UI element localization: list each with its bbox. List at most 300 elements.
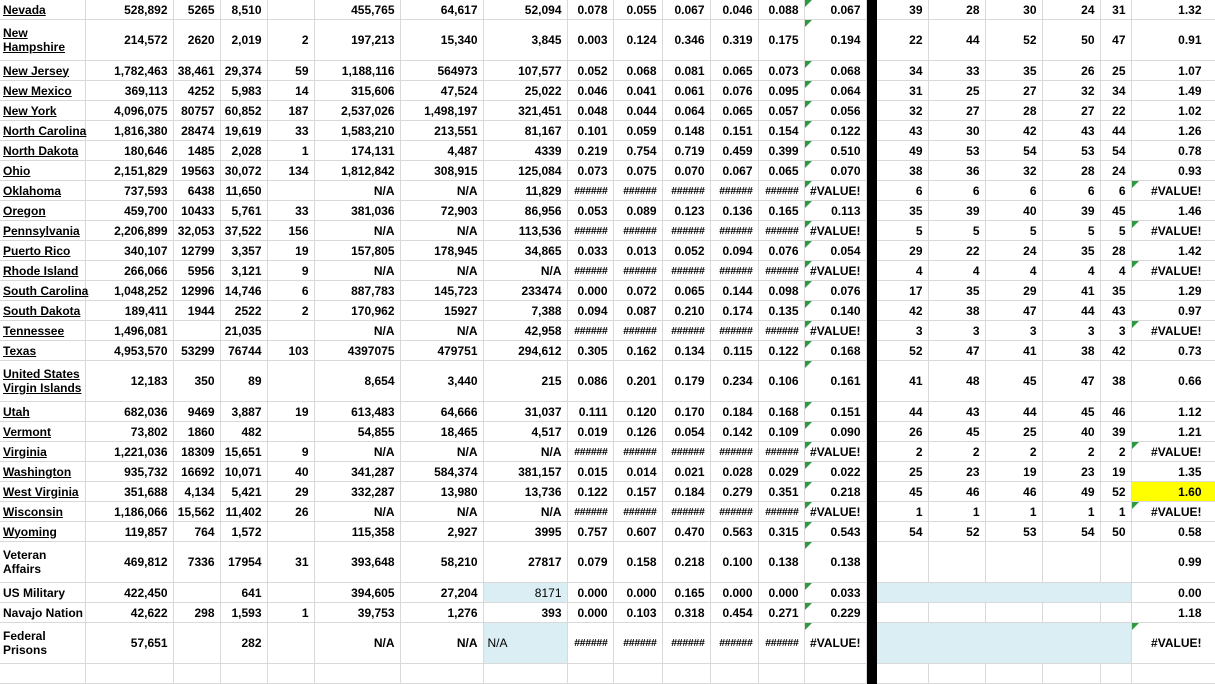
cell-d3-row4[interactable]: 0.064 — [662, 101, 710, 121]
cell-h-row28[interactable]: N/A — [483, 623, 567, 664]
cell-r1-row6[interactable]: 49 — [877, 141, 928, 161]
state-link[interactable]: Oregon — [3, 203, 46, 218]
cell-d2-row5[interactable]: 0.059 — [613, 121, 662, 141]
cell-d5-row9[interactable]: 0.165 — [758, 201, 804, 221]
cell-r5-row19[interactable]: 39 — [1100, 422, 1131, 442]
cell-d3-row25[interactable]: 0.218 — [662, 542, 710, 583]
cell-e-row6[interactable]: 1 — [267, 141, 314, 161]
cell-final-row9[interactable]: 1.46 — [1131, 201, 1215, 221]
state-link[interactable]: New Jersey — [3, 63, 70, 78]
cell-r3-row15[interactable]: 3 — [985, 321, 1042, 341]
cell-r4-row19[interactable]: 40 — [1042, 422, 1100, 442]
state-link[interactable]: Wyoming — [3, 524, 57, 539]
cell-g-row0[interactable]: 64,617 — [400, 0, 483, 20]
cell-avg-row17[interactable]: 0.161 — [804, 361, 866, 402]
cell-final-row22[interactable]: 1.60 — [1131, 482, 1215, 502]
cell-d-row21[interactable]: 10,071 — [220, 462, 267, 482]
cell-c-row11[interactable]: 12799 — [173, 241, 220, 261]
cell-r1-row15[interactable]: 3 — [877, 321, 928, 341]
cell-r2-row9[interactable]: 39 — [928, 201, 985, 221]
cell-r1-row4[interactable]: 32 — [877, 101, 928, 121]
cell-d4-row28[interactable]: ###### — [710, 623, 758, 664]
cell-d1-row0[interactable]: 0.078 — [567, 0, 613, 20]
cell-r3-row9[interactable]: 40 — [985, 201, 1042, 221]
cell-d3-row13[interactable]: 0.065 — [662, 281, 710, 301]
cell-r4-row7[interactable]: 28 — [1042, 161, 1100, 181]
cell-d1-row25[interactable]: 0.079 — [567, 542, 613, 583]
cell-h-row26[interactable]: 8171 — [483, 583, 567, 603]
cell-r4-row23[interactable]: 1 — [1042, 502, 1100, 522]
cell-r1-row21[interactable]: 25 — [877, 462, 928, 482]
cell-f-row3[interactable]: 315,606 — [314, 81, 400, 101]
cell-b-row28[interactable]: 57,651 — [85, 623, 173, 664]
cell-r5-row10[interactable]: 5 — [1100, 221, 1131, 241]
cell-d-row20[interactable]: 15,651 — [220, 442, 267, 462]
cell-d4-row19[interactable]: 0.142 — [710, 422, 758, 442]
cell-d-row19[interactable]: 482 — [220, 422, 267, 442]
cell-c-row16[interactable]: 53299 — [173, 341, 220, 361]
cell-d5-row15[interactable]: ###### — [758, 321, 804, 341]
cell-h-row1[interactable]: 3,845 — [483, 20, 567, 61]
cell-r5-row18[interactable]: 46 — [1100, 402, 1131, 422]
cell-h-row12[interactable]: N/A — [483, 261, 567, 281]
cell-h-row8[interactable]: 11,829 — [483, 181, 567, 201]
cell-r5-row27[interactable] — [1100, 603, 1131, 623]
cell-f-row0[interactable]: 455,765 — [314, 0, 400, 20]
cell-r5-row16[interactable]: 42 — [1100, 341, 1131, 361]
cell-r3-row7[interactable]: 32 — [985, 161, 1042, 181]
cell-b-row26[interactable]: 422,450 — [85, 583, 173, 603]
cell-b-row10[interactable]: 2,206,899 — [85, 221, 173, 241]
cell-d2-row6[interactable]: 0.754 — [613, 141, 662, 161]
cell-avg-row3[interactable]: 0.064 — [804, 81, 866, 101]
cell-r2-row23[interactable]: 1 — [928, 502, 985, 522]
cell-f-row26[interactable]: 394,605 — [314, 583, 400, 603]
cell-d1-row5[interactable]: 0.101 — [567, 121, 613, 141]
cell-c-row17[interactable]: 350 — [173, 361, 220, 402]
cell-d4-row12[interactable]: ###### — [710, 261, 758, 281]
cell-e-row23[interactable]: 26 — [267, 502, 314, 522]
cell-final-row4[interactable]: 1.02 — [1131, 101, 1215, 121]
row-label-cell[interactable] — [0, 261, 85, 281]
cell-r5-row20[interactable]: 2 — [1100, 442, 1131, 462]
cell-b-row24[interactable]: 119,857 — [85, 522, 173, 542]
cell-b-row4[interactable]: 4,096,075 — [85, 101, 173, 121]
cell-d5-row11[interactable]: 0.076 — [758, 241, 804, 261]
cell-d5-row20[interactable]: ###### — [758, 442, 804, 462]
cell-b-row16[interactable]: 4,953,570 — [85, 341, 173, 361]
cell-d5-row21[interactable]: 0.029 — [758, 462, 804, 482]
cell-g-row27[interactable]: 1,276 — [400, 603, 483, 623]
cell-empty[interactable] — [662, 664, 710, 684]
cell-r1-row26[interactable] — [877, 583, 928, 603]
cell-d2-row1[interactable]: 0.124 — [613, 20, 662, 61]
state-link[interactable]: Tennessee — [3, 323, 65, 338]
cell-c-row7[interactable]: 19563 — [173, 161, 220, 181]
cell-c-row27[interactable]: 298 — [173, 603, 220, 623]
cell-empty[interactable] — [1131, 664, 1215, 684]
cell-c-row15[interactable] — [173, 321, 220, 341]
cell-r5-row26[interactable] — [1100, 583, 1131, 603]
cell-b-row2[interactable]: 1,782,463 — [85, 61, 173, 81]
cell-final-row11[interactable]: 1.42 — [1131, 241, 1215, 261]
cell-d4-row9[interactable]: 0.136 — [710, 201, 758, 221]
cell-d3-row0[interactable]: 0.067 — [662, 0, 710, 20]
cell-h-row7[interactable]: 125,084 — [483, 161, 567, 181]
cell-avg-row12[interactable]: #VALUE! — [804, 261, 866, 281]
cell-f-row21[interactable]: 341,287 — [314, 462, 400, 482]
cell-h-row5[interactable]: 81,167 — [483, 121, 567, 141]
cell-g-row23[interactable]: N/A — [400, 502, 483, 522]
cell-r5-row28[interactable] — [1100, 623, 1131, 664]
cell-d-row24[interactable]: 1,572 — [220, 522, 267, 542]
cell-r3-row28[interactable] — [985, 623, 1042, 664]
cell-d2-row13[interactable]: 0.072 — [613, 281, 662, 301]
cell-b-row1[interactable]: 214,572 — [85, 20, 173, 61]
cell-d2-row24[interactable]: 0.607 — [613, 522, 662, 542]
cell-r5-row25[interactable] — [1100, 542, 1131, 583]
cell-r2-row15[interactable]: 3 — [928, 321, 985, 341]
cell-avg-row27[interactable]: 0.229 — [804, 603, 866, 623]
cell-d2-row16[interactable]: 0.162 — [613, 341, 662, 361]
cell-g-row19[interactable]: 18,465 — [400, 422, 483, 442]
cell-final-row24[interactable]: 0.58 — [1131, 522, 1215, 542]
row-label-cell[interactable] — [0, 422, 85, 442]
cell-d4-row4[interactable]: 0.065 — [710, 101, 758, 121]
cell-d1-row12[interactable]: ###### — [567, 261, 613, 281]
cell-d3-row28[interactable]: ###### — [662, 623, 710, 664]
cell-r2-row11[interactable]: 22 — [928, 241, 985, 261]
row-label-cell[interactable] — [0, 301, 85, 321]
cell-r5-row5[interactable]: 44 — [1100, 121, 1131, 141]
cell-d3-row11[interactable]: 0.052 — [662, 241, 710, 261]
state-link[interactable]: United States — [3, 367, 80, 381]
cell-g-row14[interactable]: 15927 — [400, 301, 483, 321]
cell-d5-row5[interactable]: 0.154 — [758, 121, 804, 141]
row-label-cell[interactable] — [0, 181, 85, 201]
cell-f-row28[interactable]: N/A — [314, 623, 400, 664]
row-label-cell[interactable] — [0, 402, 85, 422]
cell-r3-row25[interactable] — [985, 542, 1042, 583]
cell-r3-row5[interactable]: 42 — [985, 121, 1042, 141]
cell-g-row26[interactable]: 27,204 — [400, 583, 483, 603]
cell-d2-row27[interactable]: 0.103 — [613, 603, 662, 623]
cell-r1-row19[interactable]: 26 — [877, 422, 928, 442]
cell-final-row10[interactable]: #VALUE! — [1131, 221, 1215, 241]
cell-g-row1[interactable]: 15,340 — [400, 20, 483, 61]
cell-f-row10[interactable]: N/A — [314, 221, 400, 241]
cell-final-row17[interactable]: 0.66 — [1131, 361, 1215, 402]
cell-r3-row20[interactable]: 2 — [985, 442, 1042, 462]
cell-r5-row23[interactable]: 1 — [1100, 502, 1131, 522]
row-label-cell[interactable] — [0, 141, 85, 161]
cell-f-row8[interactable]: N/A — [314, 181, 400, 201]
cell-r4-row14[interactable]: 44 — [1042, 301, 1100, 321]
cell-r3-row3[interactable]: 27 — [985, 81, 1042, 101]
cell-r1-row1[interactable]: 22 — [877, 20, 928, 61]
cell-d1-row8[interactable]: ###### — [567, 181, 613, 201]
cell-d-row15[interactable]: 21,035 — [220, 321, 267, 341]
cell-h-row0[interactable]: 52,094 — [483, 0, 567, 20]
cell-empty[interactable] — [710, 664, 758, 684]
cell-d1-row11[interactable]: 0.033 — [567, 241, 613, 261]
cell-empty[interactable] — [928, 664, 985, 684]
cell-e-row17[interactable] — [267, 361, 314, 402]
cell-d3-row16[interactable]: 0.134 — [662, 341, 710, 361]
cell-f-row16[interactable]: 4397075 — [314, 341, 400, 361]
cell-r2-row4[interactable]: 27 — [928, 101, 985, 121]
row-label-cell[interactable] — [0, 482, 85, 502]
state-link[interactable]: South Dakota — [3, 303, 81, 318]
cell-d4-row16[interactable]: 0.115 — [710, 341, 758, 361]
cell-r3-row16[interactable]: 41 — [985, 341, 1042, 361]
row-label-cell[interactable] — [0, 241, 85, 261]
cell-empty[interactable] — [1042, 664, 1100, 684]
cell-d3-row14[interactable]: 0.210 — [662, 301, 710, 321]
cell-d-row11[interactable]: 3,357 — [220, 241, 267, 261]
cell-d2-row26[interactable]: 0.000 — [613, 583, 662, 603]
cell-final-row5[interactable]: 1.26 — [1131, 121, 1215, 141]
cell-c-row3[interactable]: 4252 — [173, 81, 220, 101]
cell-g-row11[interactable]: 178,945 — [400, 241, 483, 261]
cell-d5-row14[interactable]: 0.135 — [758, 301, 804, 321]
cell-d4-row10[interactable]: ###### — [710, 221, 758, 241]
cell-f-row5[interactable]: 1,583,210 — [314, 121, 400, 141]
cell-final-row3[interactable]: 1.49 — [1131, 81, 1215, 101]
cell-g-row2[interactable]: 564973 — [400, 61, 483, 81]
cell-empty[interactable] — [85, 664, 173, 684]
cell-d4-row6[interactable]: 0.459 — [710, 141, 758, 161]
cell-r5-row15[interactable]: 3 — [1100, 321, 1131, 341]
cell-d-row4[interactable]: 60,852 — [220, 101, 267, 121]
cell-avg-row1[interactable]: 0.194 — [804, 20, 866, 61]
cell-d2-row15[interactable]: ###### — [613, 321, 662, 341]
cell-b-row27[interactable]: 42,622 — [85, 603, 173, 623]
cell-final-row7[interactable]: 0.93 — [1131, 161, 1215, 181]
cell-d3-row24[interactable]: 0.470 — [662, 522, 710, 542]
cell-c-row25[interactable]: 7336 — [173, 542, 220, 583]
cell-r1-row14[interactable]: 42 — [877, 301, 928, 321]
cell-d-row5[interactable]: 19,619 — [220, 121, 267, 141]
cell-avg-row15[interactable]: #VALUE! — [804, 321, 866, 341]
cell-d4-row14[interactable]: 0.174 — [710, 301, 758, 321]
cell-c-row26[interactable] — [173, 583, 220, 603]
cell-h-row11[interactable]: 34,865 — [483, 241, 567, 261]
cell-c-row6[interactable]: 1485 — [173, 141, 220, 161]
cell-final-row20[interactable]: #VALUE! — [1131, 442, 1215, 462]
cell-d-row1[interactable]: 2,019 — [220, 20, 267, 61]
cell-r2-row27[interactable] — [928, 603, 985, 623]
cell-d2-row4[interactable]: 0.044 — [613, 101, 662, 121]
cell-avg-row9[interactable]: 0.113 — [804, 201, 866, 221]
cell-c-row5[interactable]: 28474 — [173, 121, 220, 141]
cell-d2-row3[interactable]: 0.041 — [613, 81, 662, 101]
cell-final-row8[interactable]: #VALUE! — [1131, 181, 1215, 201]
cell-d1-row9[interactable]: 0.053 — [567, 201, 613, 221]
cell-g-row7[interactable]: 308,915 — [400, 161, 483, 181]
cell-avg-row11[interactable]: 0.054 — [804, 241, 866, 261]
cell-r5-row4[interactable]: 22 — [1100, 101, 1131, 121]
cell-d3-row17[interactable]: 0.179 — [662, 361, 710, 402]
cell-h-row14[interactable]: 7,388 — [483, 301, 567, 321]
cell-r3-row0[interactable]: 30 — [985, 0, 1042, 20]
cell-r1-row23[interactable]: 1 — [877, 502, 928, 522]
cell-r4-row9[interactable]: 39 — [1042, 201, 1100, 221]
cell-d4-row3[interactable]: 0.076 — [710, 81, 758, 101]
cell-d5-row19[interactable]: 0.109 — [758, 422, 804, 442]
cell-empty[interactable] — [804, 664, 866, 684]
cell-d1-row3[interactable]: 0.046 — [567, 81, 613, 101]
cell-r4-row15[interactable]: 3 — [1042, 321, 1100, 341]
cell-r2-row28[interactable] — [928, 623, 985, 664]
cell-d-row18[interactable]: 3,887 — [220, 402, 267, 422]
cell-final-row12[interactable]: #VALUE! — [1131, 261, 1215, 281]
cell-d5-row13[interactable]: 0.098 — [758, 281, 804, 301]
cell-empty[interactable] — [758, 664, 804, 684]
cell-r5-row12[interactable]: 4 — [1100, 261, 1131, 281]
cell-g-row5[interactable]: 213,551 — [400, 121, 483, 141]
cell-d-row25[interactable]: 17954 — [220, 542, 267, 583]
cell-c-row1[interactable]: 2620 — [173, 20, 220, 61]
cell-d-row7[interactable]: 30,072 — [220, 161, 267, 181]
cell-d-row10[interactable]: 37,522 — [220, 221, 267, 241]
cell-r3-row14[interactable]: 47 — [985, 301, 1042, 321]
cell-r4-row20[interactable]: 2 — [1042, 442, 1100, 462]
row-label-cell[interactable] — [0, 321, 85, 341]
cell-d-row27[interactable]: 1,593 — [220, 603, 267, 623]
cell-r3-row18[interactable]: 44 — [985, 402, 1042, 422]
cell-d1-row4[interactable]: 0.048 — [567, 101, 613, 121]
cell-d4-row0[interactable]: 0.046 — [710, 0, 758, 20]
cell-d5-row27[interactable]: 0.271 — [758, 603, 804, 623]
cell-d1-row10[interactable]: ###### — [567, 221, 613, 241]
cell-r1-row22[interactable]: 45 — [877, 482, 928, 502]
cell-d-row23[interactable]: 11,402 — [220, 502, 267, 522]
cell-d5-row17[interactable]: 0.106 — [758, 361, 804, 402]
cell-empty[interactable] — [613, 664, 662, 684]
cell-d1-row14[interactable]: 0.094 — [567, 301, 613, 321]
cell-r5-row0[interactable]: 31 — [1100, 0, 1131, 20]
cell-final-row21[interactable]: 1.35 — [1131, 462, 1215, 482]
cell-r3-row4[interactable]: 28 — [985, 101, 1042, 121]
cell-d2-row21[interactable]: 0.014 — [613, 462, 662, 482]
state-link[interactable]: New Mexico — [3, 83, 72, 98]
cell-d1-row20[interactable]: ###### — [567, 442, 613, 462]
state-link[interactable]: North Carolina — [3, 123, 87, 138]
cell-final-row16[interactable]: 0.73 — [1131, 341, 1215, 361]
cell-r2-row22[interactable]: 46 — [928, 482, 985, 502]
cell-avg-row2[interactable]: 0.068 — [804, 61, 866, 81]
cell-r3-row27[interactable] — [985, 603, 1042, 623]
cell-d4-row2[interactable]: 0.065 — [710, 61, 758, 81]
cell-h-row18[interactable]: 31,037 — [483, 402, 567, 422]
cell-f-row18[interactable]: 613,483 — [314, 402, 400, 422]
cell-e-row4[interactable]: 187 — [267, 101, 314, 121]
cell-d2-row8[interactable]: ###### — [613, 181, 662, 201]
cell-empty[interactable] — [173, 664, 220, 684]
cell-empty[interactable] — [567, 664, 613, 684]
cell-r2-row16[interactable]: 47 — [928, 341, 985, 361]
cell-d-row6[interactable]: 2,028 — [220, 141, 267, 161]
cell-r5-row7[interactable]: 24 — [1100, 161, 1131, 181]
cell-r2-row0[interactable]: 28 — [928, 0, 985, 20]
cell-d1-row16[interactable]: 0.305 — [567, 341, 613, 361]
row-label-cell[interactable] — [0, 583, 85, 603]
cell-g-row3[interactable]: 47,524 — [400, 81, 483, 101]
cell-d-row16[interactable]: 76744 — [220, 341, 267, 361]
cell-f-row11[interactable]: 157,805 — [314, 241, 400, 261]
cell-e-row11[interactable]: 19 — [267, 241, 314, 261]
cell-d4-row23[interactable]: ###### — [710, 502, 758, 522]
state-link[interactable]: North Dakota — [3, 143, 79, 158]
cell-d5-row10[interactable]: ###### — [758, 221, 804, 241]
row-label-cell[interactable] — [0, 61, 85, 81]
cell-e-row16[interactable]: 103 — [267, 341, 314, 361]
cell-e-row2[interactable]: 59 — [267, 61, 314, 81]
cell-d4-row17[interactable]: 0.234 — [710, 361, 758, 402]
cell-h-row23[interactable]: N/A — [483, 502, 567, 522]
row-label-cell[interactable] — [0, 281, 89, 301]
cell-final-row25[interactable]: 0.99 — [1131, 542, 1215, 583]
state-link[interactable]: Washington — [3, 464, 72, 479]
cell-final-row19[interactable]: 1.21 — [1131, 422, 1215, 442]
cell-e-row8[interactable] — [267, 181, 314, 201]
cell-avg-row14[interactable]: 0.140 — [804, 301, 866, 321]
cell-g-row8[interactable]: N/A — [400, 181, 483, 201]
cell-r2-row1[interactable]: 44 — [928, 20, 985, 61]
cell-d2-row9[interactable]: 0.089 — [613, 201, 662, 221]
cell-d5-row1[interactable]: 0.175 — [758, 20, 804, 61]
cell-r1-row3[interactable]: 31 — [877, 81, 928, 101]
cell-r2-row26[interactable] — [928, 583, 985, 603]
cell-d4-row20[interactable]: ###### — [710, 442, 758, 462]
cell-d3-row26[interactable]: 0.165 — [662, 583, 710, 603]
cell-c-row21[interactable]: 16692 — [173, 462, 220, 482]
cell-d3-row9[interactable]: 0.123 — [662, 201, 710, 221]
cell-d5-row6[interactable]: 0.399 — [758, 141, 804, 161]
cell-avg-row28[interactable]: #VALUE! — [804, 623, 866, 664]
cell-r5-row8[interactable]: 6 — [1100, 181, 1131, 201]
cell-b-row17[interactable]: 12,183 — [85, 361, 173, 402]
cell-e-row21[interactable]: 40 — [267, 462, 314, 482]
cell-d2-row11[interactable]: 0.013 — [613, 241, 662, 261]
row-label-cell[interactable] — [0, 0, 85, 20]
cell-r1-row9[interactable]: 35 — [877, 201, 928, 221]
state-link[interactable]: Ohio — [3, 163, 31, 178]
state-link[interactable]: Rhode Island — [3, 263, 79, 278]
cell-c-row13[interactable]: 12996 — [173, 281, 220, 301]
row-label-cell[interactable] — [0, 462, 85, 482]
cell-r1-row25[interactable] — [877, 542, 928, 583]
cell-b-row15[interactable]: 1,496,081 — [85, 321, 173, 341]
cell-r1-row5[interactable]: 43 — [877, 121, 928, 141]
cell-h-row25[interactable]: 27817 — [483, 542, 567, 583]
cell-d4-row15[interactable]: ###### — [710, 321, 758, 341]
cell-final-row18[interactable]: 1.12 — [1131, 402, 1215, 422]
cell-c-row24[interactable]: 764 — [173, 522, 220, 542]
cell-h-row4[interactable]: 321,451 — [483, 101, 567, 121]
cell-g-row4[interactable]: 1,498,197 — [400, 101, 483, 121]
cell-b-row23[interactable]: 1,186,066 — [85, 502, 173, 522]
cell-g-row17[interactable]: 3,440 — [400, 361, 483, 402]
cell-r4-row13[interactable]: 41 — [1042, 281, 1100, 301]
state-link[interactable]: New — [3, 26, 28, 40]
row-label-cell[interactable] — [0, 201, 85, 221]
row-label-cell[interactable] — [0, 623, 85, 664]
cell-e-row18[interactable]: 19 — [267, 402, 314, 422]
cell-avg-row18[interactable]: 0.151 — [804, 402, 866, 422]
cell-d1-row1[interactable]: 0.003 — [567, 20, 613, 61]
